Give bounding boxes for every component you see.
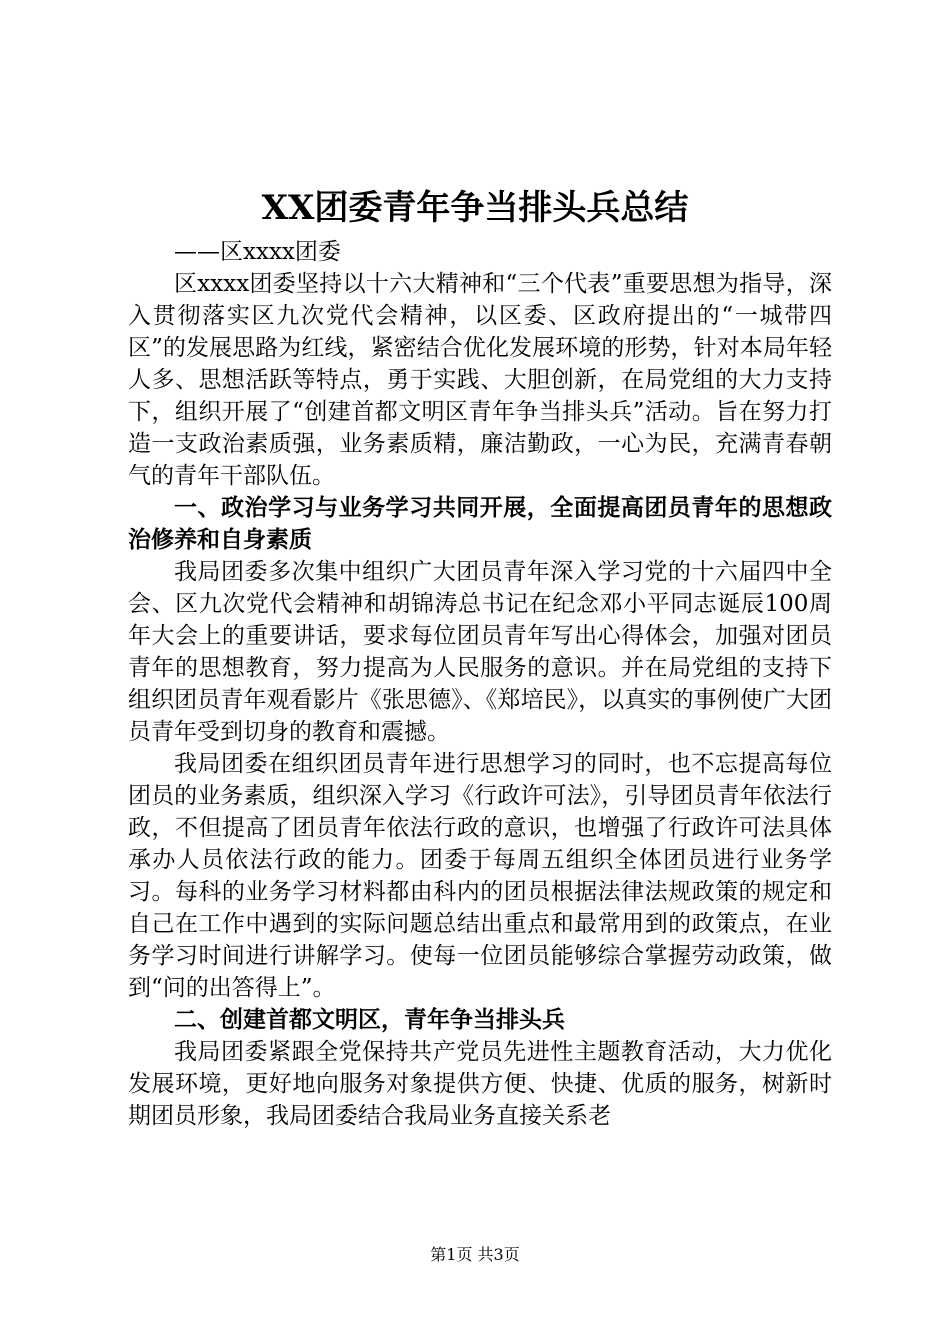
section-heading-1: 一、政治学习与业务学习共同开展，全面提高团员青年的思想政治修养和自身素质 <box>128 495 832 553</box>
paragraph-business: 我局团委在组织团员青年进行思想学习的同时，也不忘提高每位团员的业务素质，组织深入学习《行政许可法》，引导团员青年依法行政，不但提高了团员青年依法行政的意识，也增强了行政许可法具体承办人员依法行政的能力。团委于每周五组织全体团员进行业务学习。每科的业务学习材料都由科内的团员根据法律法规政策的规定和自己在工作中遇到的实际问题总结出重点和最常用到的政策点，在业务学习时间进行讲解学习。使每一位团员能够综合掌握劳动政策，做到“问的出答得上”。 <box>128 751 832 1001</box>
section-heading-2: 二、创建首都文明区，青年争当排头兵 <box>174 1007 565 1033</box>
paragraph-civilization: 我局团委紧跟全党保持共产党员先进性主题教育活动，大力优化发展环境，更好地向服务对象提供方便、快捷、优质的服务，树新时期团员形象，我局团委结合我局业务直接关系老 <box>128 1039 832 1129</box>
paragraph-study: 我局团委多次集中组织广大团员青年深入学习党的十六届四中全会、区九次党代会精神和胡锦涛总书记在纪念邓小平同志诞辰100周年大会上的重要讲话，要求每位团员青年写出心得体会，加强对团员青年的思想教育，努力提高为人民服务的意识。并在局党组的支持下组织团员青年观看影片《张思德》、《郑培民》，以真实的事例使广大团员青年受到切身的教育和震撼。 <box>128 559 832 745</box>
document-body <box>128 236 832 1132</box>
paragraph-intro: 区xxxx团委坚持以十六大精神和“三个代表”重要思想为指导，深入贯彻落实区九次党代会精神，以区委、区政府提出的“一城带四区”的发展思路为红线，紧密结合优化发展环境的形势，针对本局年轻人多、思想活跃等特点，勇于实践、大胆创新，在局党组的大力支持下，组织开展了“创建首都文明区青年争当排头兵”活动。旨在努力打造一支政治素质强，业务素质精，廉洁勤政，一心为民，充满青春朝气的青年干部队伍。 <box>128 271 832 489</box>
document-subtitle: ——区xxxx团委 <box>174 239 341 265</box>
page-footer: 第1页 共3页 <box>430 1245 520 1264</box>
document-title: XX团委青年争当排头兵总结 <box>261 188 689 228</box>
